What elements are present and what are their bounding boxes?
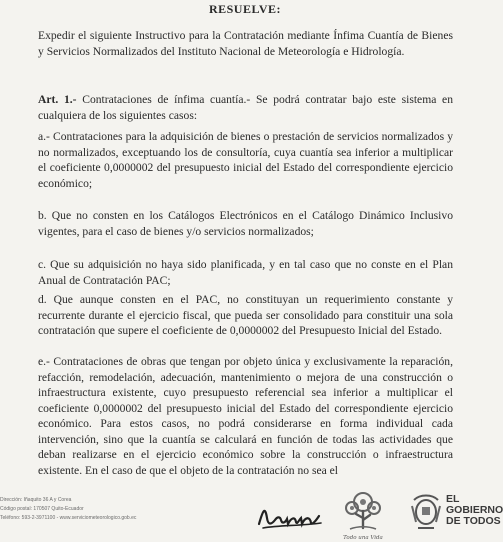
resolution-heading: RESUELVE: xyxy=(208,2,282,16)
gob-line-el: EL xyxy=(446,493,460,505)
lenin-signature-logo xyxy=(255,498,327,534)
todo-una-vida-tree-logo xyxy=(338,488,388,542)
footer-phone-line: Teléfono: 593-2-3971100 - www.serviciometeorologico.gob.ec xyxy=(0,515,137,521)
gob-line-gobierno: GOBIERNO xyxy=(446,504,503,516)
item-a: a.- Contrataciones para la adquisición de bienes o prestación de servicios normalizados y no normalizados, exceptuando los de consultoría, cuya cuantía sea inferior a multiplicar el coeficiente 0,0000002 del presupuesto inicial del Estado del correspondiente ejercicio económico; xyxy=(38,130,453,190)
tree-logo-caption: Todo una Vida xyxy=(343,535,383,541)
article-1-paragraph xyxy=(38,92,453,123)
item-e: e.- Contrataciones de obras que tengan por objeto única y exclusivamente la reparación, refacción, remodelación, adecuación, mantenimiento o mejora de una construcción o infraestructura existente, cuyo presupuesto referencial sea inferior a multiplicar el coeficiente 0,0000002 del presupuesto inicial del Estado del correspondiente ejercicio económico. Para estos casos, no podrá considerarse en forma individual cada intervención, sino que la cuantía se calculará en función de todas las actividades que deban realizarse en el ejercicio económico sobre la construcción o infraestructura existente. En el caso de que el objeto de la contratación no sea el xyxy=(38,355,453,477)
intro-paragraph: Expedir el siguiente Instructivo para la Contratación mediante Ínfima Cuantía de Bienes y Servicios Normalizados del Instituto Nacional de Meteorología e Hidrología. xyxy=(38,29,453,58)
item-c: c. Que su adquisición no haya sido planificada, y en tal caso que no conste en el Plan Anual de Contratación PAC; xyxy=(38,258,453,287)
item-d: d. Que aunque consten en el PAC, no constituyan un requerimiento constante y recurrente durante el ejercicio fiscal, que pueda ser consolidado para constituir una sola contratación que supere el coeficiente de 0,0000002 del Presupuesto Inicial del Estado. xyxy=(38,293,453,337)
gobierno-wordmark xyxy=(446,494,503,527)
footer-postal-line: Código postal: 170507 Quito-Ecuador xyxy=(0,506,84,512)
gob-line-de-todos: DE TODOS xyxy=(446,515,501,527)
item-b: b. Que no consten en los Catálogos Electrónicos en el Catálogo Dinámico Inclusivo vigentes, para el caso de bienes y/o servicios normalizados; xyxy=(38,209,453,238)
article-text: Contrataciones de ínfima cuantía.- Se podrá contratar bajo este sistema en cualquiera de los siguientes casos: xyxy=(38,93,454,122)
footer-address xyxy=(0,496,250,523)
footer-address-line: Dirección: Iñaquito 36 A y Corea xyxy=(0,497,72,503)
gobierno-de-todos-logo xyxy=(408,492,503,536)
article-number: Art. 1.- xyxy=(38,93,77,106)
ecuador-coat-of-arms-icon xyxy=(408,492,444,534)
